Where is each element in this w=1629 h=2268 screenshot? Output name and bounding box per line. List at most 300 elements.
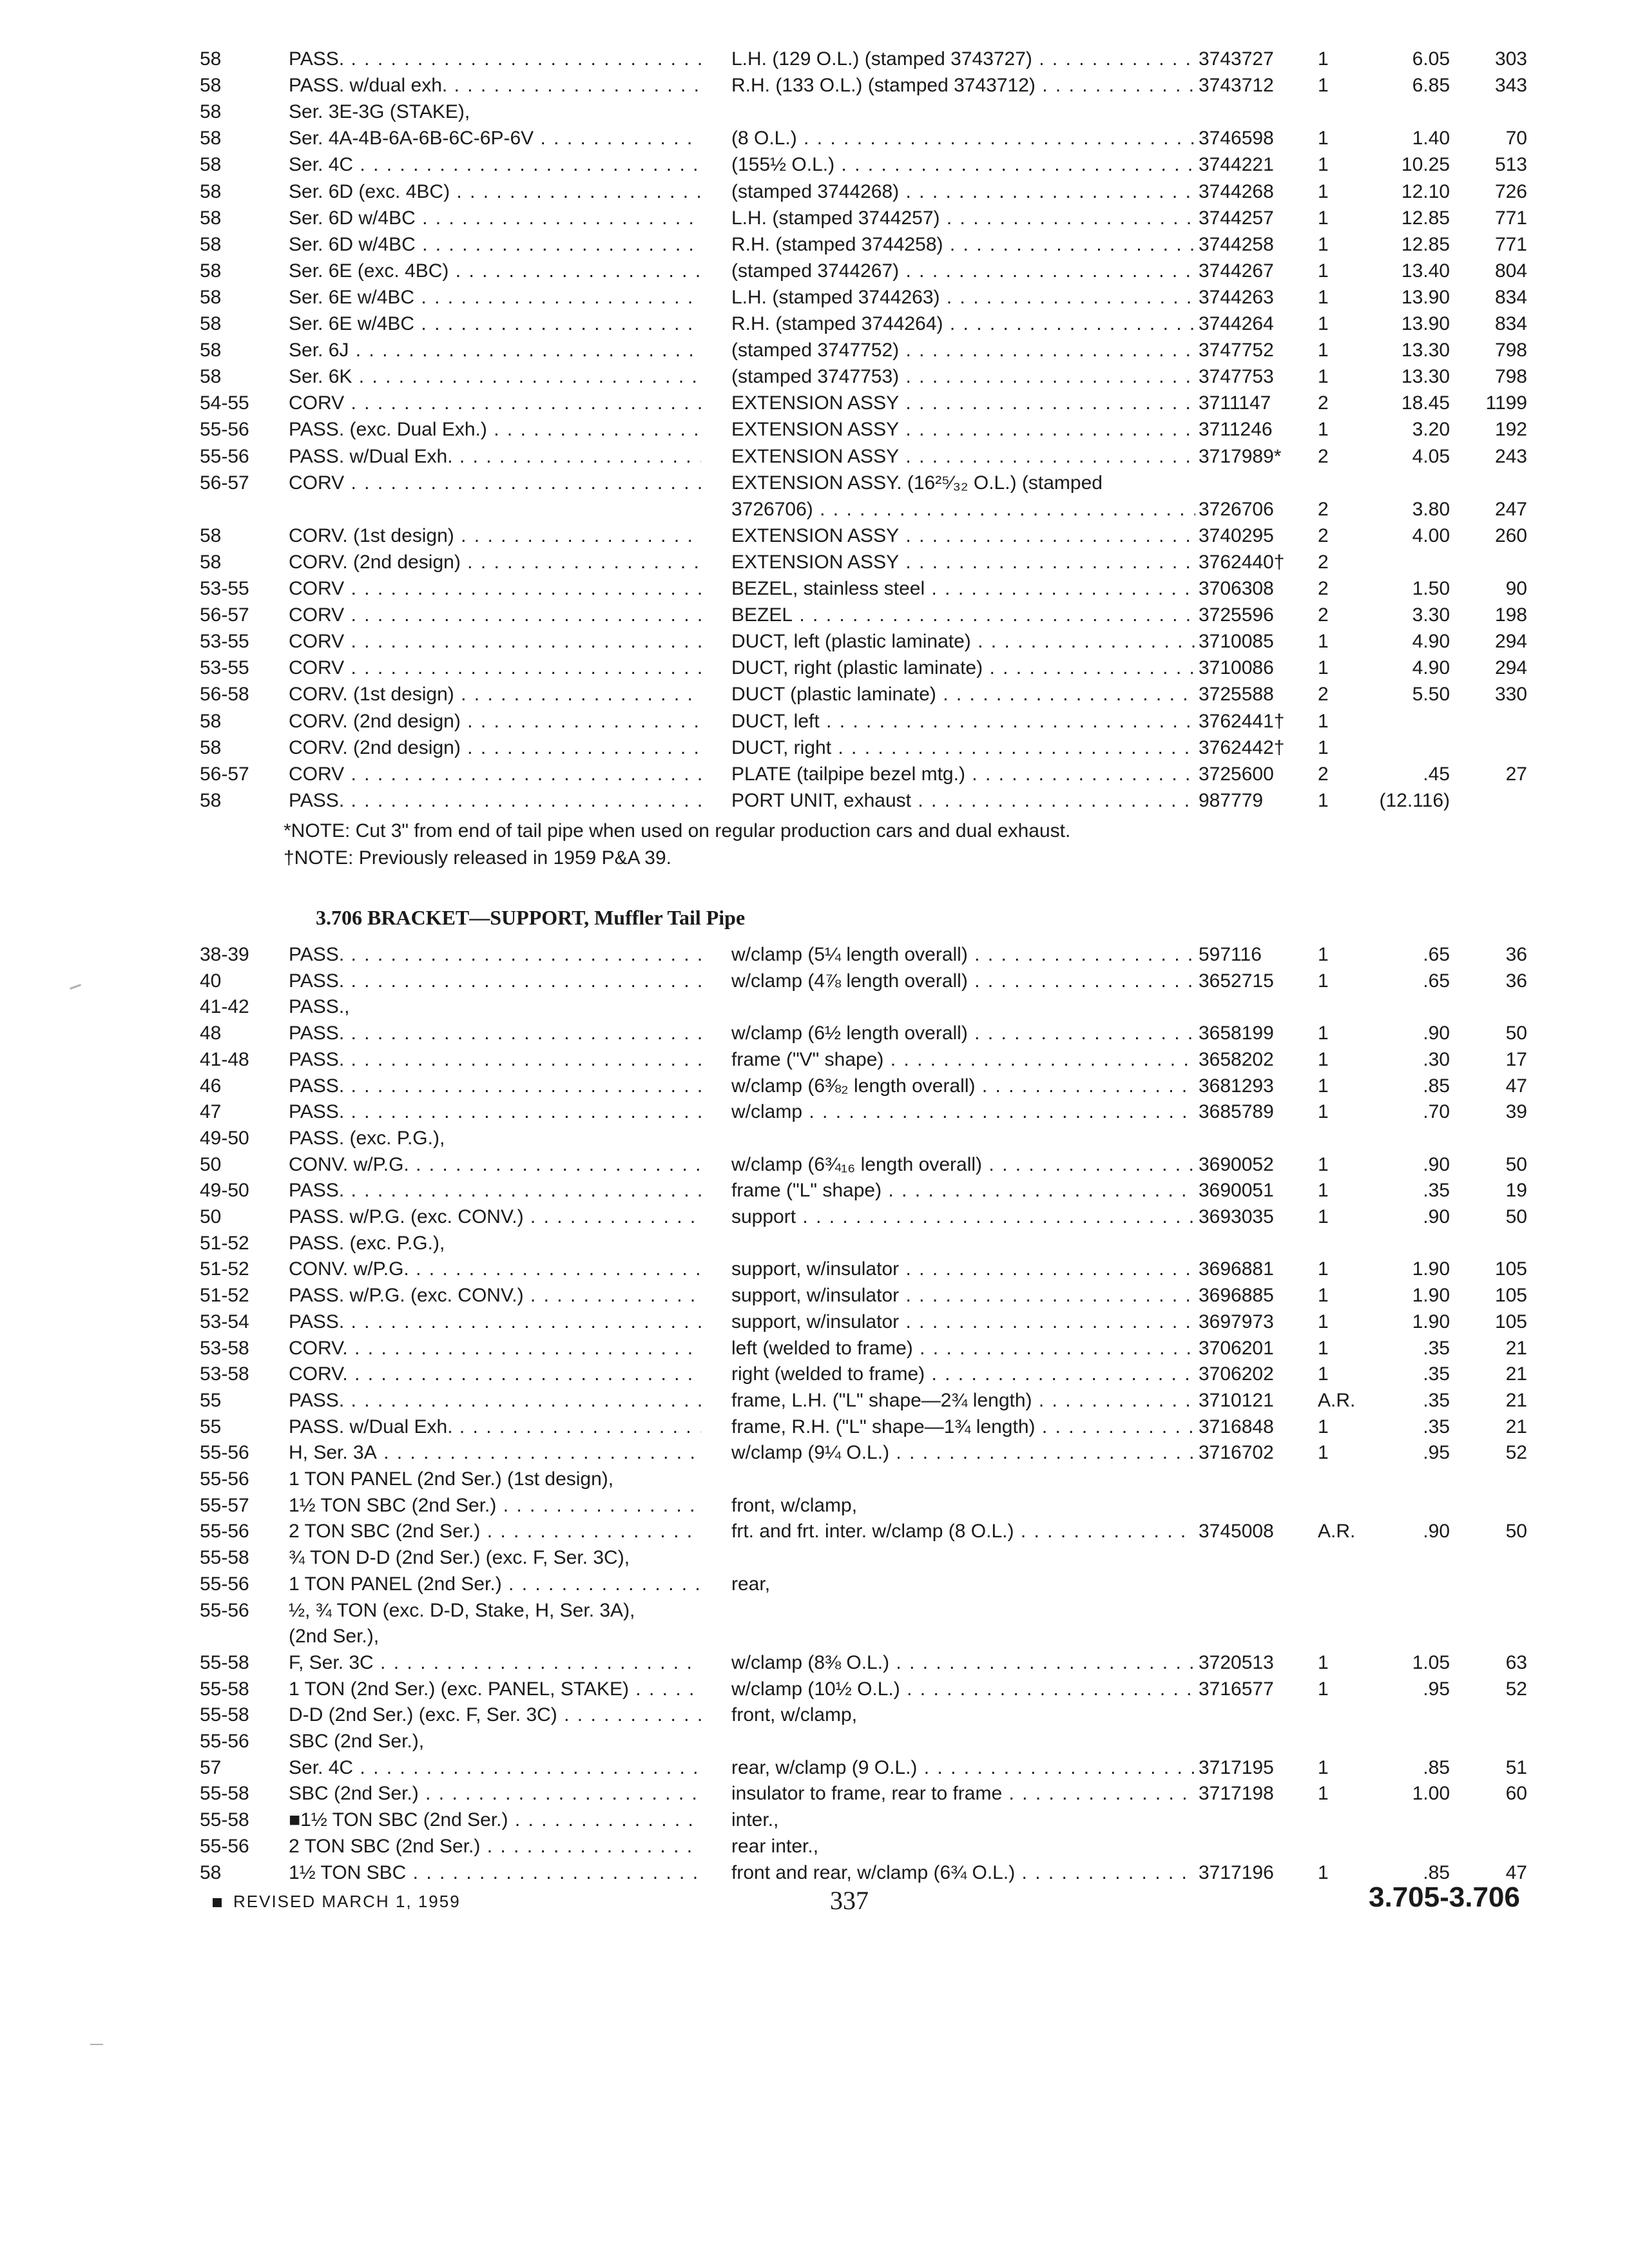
year-cell: 53-55 — [200, 631, 249, 653]
quantity-cell: 1 — [1318, 207, 1329, 229]
model-cell: PASS. w/dual exh. . . . — [289, 73, 701, 99]
revision-marker-icon — [213, 1898, 222, 1907]
price-cell: 12.85 — [1401, 207, 1450, 229]
quantity-cell: 1 — [1318, 48, 1329, 70]
code-cell: 105 — [1494, 1285, 1527, 1307]
part-number-cell: 3681293 — [1199, 1075, 1274, 1097]
description-cell: frame, R.H. ("L" shape—1¾ length) . . . — [731, 1414, 1195, 1440]
code-cell: 36 — [1505, 970, 1527, 992]
code-cell — [1456, 1231, 1527, 1256]
part-number-cell: 3706201 — [1199, 1337, 1274, 1359]
quantity-cell: 1 — [1318, 710, 1329, 732]
table-row — [0, 1152, 1629, 1178]
table-row — [0, 1677, 1629, 1702]
price-cell: 1.40 — [1412, 128, 1450, 149]
price-cell: 13.40 — [1401, 260, 1450, 282]
table-row — [0, 1256, 1629, 1282]
year-cell: 55-58 — [200, 1809, 249, 1831]
code-cell: 60 — [1505, 1783, 1527, 1805]
quantity-cell: 2 — [1318, 498, 1329, 520]
code-cell: 294 — [1494, 657, 1527, 679]
model-cell: CORV. (2nd design) . . . — [289, 735, 701, 761]
quantity-cell: 1 — [1318, 1783, 1329, 1805]
code-cell — [1456, 99, 1527, 125]
year-cell: 58 — [200, 789, 222, 811]
part-number-cell: 3743727 — [1199, 48, 1274, 70]
code-cell: 105 — [1494, 1311, 1527, 1332]
quantity-cell: 1 — [1318, 1337, 1329, 1359]
part-number-cell: 3762441† — [1199, 710, 1285, 732]
year-cell: 55-56 — [200, 1442, 249, 1464]
note-previously-released: †NOTE: Previously released in 1959 P&A 39. — [284, 847, 671, 869]
model-cell: Ser. 4A-4B-6A-6B-6C-6P-6V . . . — [289, 126, 701, 151]
code-cell: 105 — [1494, 1258, 1527, 1280]
part-number-cell: 3696885 — [1199, 1285, 1274, 1307]
year-cell: 55-56 — [200, 1573, 249, 1595]
description-cell: support . . . — [731, 1204, 1195, 1230]
revised-date — [213, 1892, 461, 1912]
model-cell: CORV. (1st design) . . . — [289, 523, 701, 549]
part-number-cell: 3658199 — [1199, 1023, 1274, 1044]
code-cell: 1199 — [1485, 392, 1527, 414]
description-cell: EXTENSION ASSY . . . — [731, 444, 1195, 470]
model-cell: 1 TON PANEL (2nd Ser.) . . . — [289, 1571, 701, 1597]
quantity-cell: 1 — [1318, 1756, 1329, 1778]
quantity-cell: 2 — [1318, 524, 1329, 546]
part-number-cell: 3711246 — [1199, 419, 1273, 441]
price-cell — [1360, 99, 1450, 125]
year-cell — [200, 1624, 284, 1649]
description-cell: w/clamp (8⅜ O.L.) . . . — [731, 1650, 1195, 1676]
year-cell: 58 — [200, 48, 222, 70]
code-cell: 39 — [1505, 1101, 1527, 1123]
price-cell: 4.05 — [1412, 445, 1450, 467]
part-number-cell: 3762440† — [1199, 551, 1285, 573]
part-number-cell: 3740295 — [1199, 524, 1274, 546]
quantity-cell: 1 — [1318, 419, 1329, 441]
year-cell: 58 — [200, 180, 222, 202]
part-number-cell: 3697973 — [1199, 1311, 1274, 1332]
quantity-cell: 1 — [1318, 313, 1329, 334]
year-cell: 58 — [200, 101, 222, 123]
price-cell: .85 — [1423, 1756, 1450, 1778]
year-cell: 58 — [200, 524, 222, 546]
code-cell: 343 — [1494, 75, 1527, 97]
model-cell: 1 TON (2nd Ser.) (exc. PANEL, STAKE) . . . — [289, 1677, 701, 1702]
part-number-cell: 3744257 — [1199, 207, 1274, 229]
table-row — [0, 655, 1629, 681]
price-cell: .35 — [1423, 1416, 1450, 1437]
year-cell: 50 — [200, 1206, 222, 1227]
table-row — [0, 1099, 1629, 1125]
table-row — [0, 1519, 1629, 1544]
quantity-cell: 1 — [1318, 1153, 1329, 1175]
quantity-cell: 1 — [1318, 1861, 1329, 1883]
table-row — [0, 390, 1629, 416]
price-cell: 1.90 — [1412, 1285, 1450, 1307]
model-cell: PASS. . . . — [289, 1388, 701, 1414]
year-cell: 55-56 — [200, 1599, 249, 1621]
model-cell: 1 TON PANEL (2nd Ser.) (1st design), — [289, 1468, 614, 1490]
year-cell: 55-58 — [200, 1783, 249, 1805]
price-cell — [1360, 1493, 1450, 1519]
model-cell: F, Ser. 3C . . . — [289, 1650, 701, 1676]
price-cell: .90 — [1423, 1521, 1450, 1542]
year-cell: 53-54 — [200, 1311, 249, 1332]
description-cell: w/clamp (5¼ length overall) . . . — [731, 942, 1195, 968]
description-cell: support, w/insulator . . . — [731, 1256, 1195, 1282]
description-cell: w/clamp (9¼ O.L.) . . . — [731, 1440, 1195, 1466]
code-cell — [1456, 550, 1527, 575]
code-cell — [1456, 1624, 1527, 1649]
price-cell: .90 — [1423, 1153, 1450, 1175]
table-row — [0, 968, 1629, 994]
model-cell: (2nd Ser.), — [289, 1626, 380, 1648]
table-row — [0, 1388, 1629, 1414]
price-cell: .90 — [1423, 1206, 1450, 1227]
table-row — [0, 1021, 1629, 1046]
year-cell: 55-58 — [200, 1678, 249, 1700]
model-cell: CORV . . . — [289, 470, 701, 496]
part-number-cell — [1199, 1493, 1315, 1519]
year-cell: 50 — [200, 1153, 222, 1175]
part-number-cell — [1199, 1466, 1315, 1492]
description-cell: w/clamp . . . — [731, 1099, 1195, 1125]
description-cell: DUCT, right (plastic laminate) . . . — [731, 655, 1195, 681]
year-cell: 58 — [200, 233, 222, 255]
part-number-cell — [1199, 1807, 1315, 1833]
description-cell: R.H. (133 O.L.) (stamped 3743712) . . . — [731, 73, 1195, 99]
section-heading-3-706: 3.706 BRACKET—SUPPORT, Muffler Tail Pipe — [316, 906, 746, 929]
table-row — [0, 1126, 1629, 1151]
code-cell: 50 — [1505, 1206, 1527, 1227]
year-cell: 41-42 — [200, 996, 249, 1018]
quantity-cell: 2 — [1318, 684, 1329, 706]
part-number-cell: 3746598 — [1199, 128, 1274, 149]
part-number-cell: 3685789 — [1199, 1101, 1274, 1123]
description-cell: rear inter., — [731, 1835, 819, 1857]
code-cell: 21 — [1505, 1363, 1527, 1385]
price-cell: .35 — [1423, 1337, 1450, 1359]
description-cell — [731, 1466, 1195, 1492]
year-cell: 54-55 — [200, 392, 249, 414]
quantity-cell: 1 — [1318, 260, 1329, 282]
part-number-cell: 3706308 — [1199, 578, 1274, 599]
code-cell — [1456, 1729, 1527, 1754]
year-cell: 55-56 — [200, 445, 249, 467]
price-cell: .65 — [1423, 944, 1450, 965]
description-cell: PORT UNIT, exhaust . . . — [731, 788, 1195, 814]
year-cell: 58 — [200, 260, 222, 282]
code-cell — [1456, 788, 1527, 814]
code-cell: 17 — [1505, 1048, 1527, 1070]
model-cell: Ser. 6J . . . — [289, 338, 701, 363]
part-number-cell: 987779 — [1199, 789, 1264, 811]
description-cell: w/clamp (10½ O.L.) . . . — [731, 1677, 1195, 1702]
model-cell: D-D (2nd Ser.) (exc. F, Ser. 3C) . . . — [289, 1702, 701, 1728]
part-number-cell: 3716848 — [1199, 1416, 1274, 1437]
quantity-cell: 1 — [1318, 1651, 1329, 1673]
year-cell: 56-57 — [200, 604, 249, 626]
code-cell: 771 — [1494, 207, 1527, 229]
part-number-cell: 3717195 — [1199, 1756, 1274, 1778]
model-cell: CONV. w/P.G. . . . — [289, 1256, 701, 1282]
table-row — [0, 152, 1629, 178]
description-cell: right (welded to frame) . . . — [731, 1361, 1195, 1387]
model-cell: CORV . . . — [289, 576, 701, 602]
description-cell: EXTENSION ASSY . . . — [731, 390, 1195, 416]
price-cell: .30 — [1423, 1048, 1450, 1070]
table-row — [0, 762, 1629, 787]
description-cell: front, w/clamp, — [731, 1494, 858, 1516]
description-cell: (stamped 3747752) . . . — [731, 338, 1195, 363]
part-number-cell: 3745008 — [1199, 1521, 1274, 1542]
code-cell: 52 — [1505, 1678, 1527, 1700]
table-row — [0, 735, 1629, 761]
price-cell: .35 — [1423, 1180, 1450, 1202]
model-cell: PASS. . . . — [289, 942, 701, 968]
price-cell — [1360, 1702, 1450, 1728]
price-cell — [1360, 1466, 1450, 1492]
part-number-cell: 3717989* — [1199, 445, 1282, 467]
model-cell — [289, 497, 701, 523]
model-cell: PASS. . . . — [289, 1099, 701, 1125]
note-cut-tail-pipe: *NOTE: Cut 3" from end of tail pipe when used on regular production cars and dual exhaust. — [284, 820, 1071, 841]
table-row — [0, 470, 1629, 496]
year-cell: 41-48 — [200, 1048, 249, 1070]
part-number-cell — [1199, 994, 1315, 1020]
description-cell: (stamped 3744267) . . . — [731, 258, 1195, 284]
year-cell: 55 — [200, 1389, 222, 1411]
model-cell: PASS. (exc. P.G.), — [289, 1232, 445, 1254]
table-row — [0, 1729, 1629, 1754]
code-cell: 513 — [1494, 154, 1527, 176]
description-cell: rear, — [731, 1573, 771, 1595]
code-cell: 90 — [1505, 578, 1527, 599]
year-cell: 40 — [200, 970, 222, 992]
price-cell: 1.00 — [1412, 1783, 1450, 1805]
code-cell: 27 — [1505, 763, 1527, 785]
quantity-cell: 1 — [1318, 75, 1329, 97]
table-row — [0, 1361, 1629, 1387]
description-cell: R.H. (stamped 3744258) . . . — [731, 232, 1195, 258]
quantity-cell: 1 — [1318, 1363, 1329, 1385]
part-number-cell: 3744221 — [1199, 154, 1274, 176]
quantity-cell: 2 — [1318, 578, 1329, 599]
description-cell: (stamped 3747753) . . . — [731, 364, 1195, 390]
table-row — [0, 444, 1629, 470]
code-cell: 50 — [1505, 1023, 1527, 1044]
model-cell: CORV. . . . — [289, 1336, 701, 1361]
code-cell: 50 — [1505, 1153, 1527, 1175]
year-cell: 53-58 — [200, 1337, 249, 1359]
description-cell: frame ("L" shape) . . . — [731, 1178, 1195, 1204]
price-cell: 4.90 — [1412, 631, 1450, 653]
part-number-cell — [1199, 1702, 1315, 1728]
part-number-cell: 3744267 — [1199, 260, 1274, 282]
part-number-cell: 3690052 — [1199, 1153, 1274, 1175]
year-cell: 53-58 — [200, 1363, 249, 1385]
model-cell: CONV. w/P.G. . . . — [289, 1152, 701, 1178]
price-cell: 12.10 — [1401, 180, 1450, 202]
code-cell: 21 — [1505, 1337, 1527, 1359]
description-cell — [731, 1624, 1195, 1649]
part-number-cell: 3696881 — [1199, 1258, 1274, 1280]
quantity-cell: 1 — [1318, 1101, 1329, 1123]
model-cell: 1½ TON SBC (2nd Ser.) . . . — [289, 1493, 701, 1519]
description-cell — [731, 1545, 1195, 1571]
table-row — [0, 1204, 1629, 1230]
year-cell: 55-58 — [200, 1651, 249, 1673]
year-cell: 55 — [200, 1416, 222, 1437]
year-cell: 58 — [200, 366, 222, 388]
model-cell: PASS. . . . — [289, 1178, 701, 1204]
price-cell: .45 — [1423, 763, 1450, 785]
model-cell: PASS. . . . — [289, 1073, 701, 1099]
part-number-cell — [1199, 99, 1315, 125]
price-cell: 3.30 — [1412, 604, 1450, 626]
part-number-cell — [1199, 470, 1315, 496]
year-cell: 53-55 — [200, 657, 249, 679]
description-cell: BEZEL . . . — [731, 602, 1195, 628]
table-row — [0, 311, 1629, 337]
description-cell: L.H. (129 O.L.) (stamped 3743727) . . . — [731, 46, 1195, 72]
model-cell: 1½ TON SBC . . . — [289, 1860, 701, 1886]
quantity-cell: 2 — [1318, 392, 1329, 414]
table-row — [0, 258, 1629, 284]
description-cell — [731, 1126, 1195, 1151]
table-row — [0, 1283, 1629, 1309]
description-cell: L.H. (stamped 3744263) . . . — [731, 285, 1195, 311]
code-cell: 834 — [1494, 286, 1527, 308]
description-cell — [731, 1231, 1195, 1256]
year-cell: 58 — [200, 340, 222, 361]
quantity-cell: 1 — [1318, 1048, 1329, 1070]
code-cell: 260 — [1494, 524, 1527, 546]
table-row — [0, 99, 1629, 125]
table-row — [0, 1336, 1629, 1361]
part-number-cell: 3720513 — [1199, 1651, 1274, 1673]
model-cell: Ser. 6D (exc. 4BC) . . . — [289, 179, 701, 205]
description-cell: EXTENSION ASSY . . . — [731, 550, 1195, 575]
part-number-cell — [1199, 1624, 1315, 1649]
model-cell: Ser. 4C . . . — [289, 1755, 701, 1781]
part-number-cell: 3762442† — [1199, 736, 1285, 758]
model-cell: Ser. 6K . . . — [289, 364, 701, 390]
model-cell: CORV. . . . — [289, 1361, 701, 1387]
model-cell: Ser. 3E-3G (STAKE), — [289, 101, 470, 123]
model-cell: PASS., — [289, 996, 350, 1018]
quantity-cell: 1 — [1318, 286, 1329, 308]
description-cell: rear, w/clamp (9 O.L.) . . . — [731, 1755, 1195, 1781]
code-cell: 294 — [1494, 631, 1527, 653]
model-cell: Ser. 6E w/4BC . . . — [289, 311, 701, 337]
year-cell: 58 — [200, 710, 222, 732]
price-cell — [1360, 1571, 1450, 1597]
year-cell: 55-56 — [200, 1835, 249, 1857]
table-row — [0, 682, 1629, 707]
quantity-cell: 1 — [1318, 1442, 1329, 1464]
price-cell: 4.00 — [1412, 524, 1450, 546]
description-cell: EXTENSION ASSY. (16²⁵⁄₃₂ O.L.) (stamped — [731, 472, 1103, 494]
table-row — [0, 994, 1629, 1020]
price-cell: .90 — [1423, 1023, 1450, 1044]
description-cell: DUCT (plastic laminate) . . . — [731, 682, 1195, 707]
description-cell: inter., — [731, 1809, 779, 1831]
model-cell: PASS. w/Dual Exh. . . . — [289, 1414, 701, 1440]
part-number-cell: 3652715 — [1199, 970, 1274, 992]
code-cell — [1456, 1834, 1527, 1860]
table-row — [0, 523, 1629, 549]
model-cell: CORV. (2nd design) . . . — [289, 550, 701, 575]
quantity-cell: 1 — [1318, 736, 1329, 758]
table-row — [0, 285, 1629, 311]
part-number-cell: 3744268 — [1199, 180, 1274, 202]
price-cell: 4.90 — [1412, 657, 1450, 679]
code-cell: 726 — [1494, 180, 1527, 202]
quantity-cell: 1 — [1318, 154, 1329, 176]
year-cell: 56-58 — [200, 684, 249, 706]
description-cell — [731, 1598, 1195, 1624]
quantity-cell: A.R. — [1318, 1521, 1356, 1542]
table-row — [0, 497, 1629, 523]
model-cell: ¾ TON D-D (2nd Ser.) (exc. F, Ser. 3C), — [289, 1547, 630, 1569]
part-number-cell — [1199, 1571, 1315, 1597]
price-cell — [1360, 1624, 1450, 1649]
table-row — [0, 1598, 1629, 1624]
table-row — [0, 602, 1629, 628]
model-cell: PASS. . . . — [289, 968, 701, 994]
part-number-cell: 3710085 — [1199, 631, 1274, 653]
code-cell: 247 — [1494, 498, 1527, 520]
year-cell: 49-50 — [200, 1180, 249, 1202]
price-cell — [1360, 1231, 1450, 1256]
scan-speck — [90, 2044, 103, 2045]
part-number-cell: 3744264 — [1199, 313, 1274, 334]
revised-date-text: REVISED MARCH 1, 1959 — [233, 1892, 461, 1911]
year-cell: 55-56 — [200, 1731, 249, 1752]
description-cell: DUCT, left (plastic laminate) . . . — [731, 629, 1195, 655]
price-cell: 13.30 — [1401, 366, 1450, 388]
part-number-cell: 3743712 — [1199, 75, 1274, 97]
quantity-cell: 2 — [1318, 551, 1329, 573]
price-cell: 12.85 — [1401, 233, 1450, 255]
code-cell: 771 — [1494, 233, 1527, 255]
part-number-cell: 3725588 — [1199, 684, 1274, 706]
year-cell: 55-57 — [200, 1494, 249, 1516]
code-cell: 51 — [1505, 1756, 1527, 1778]
part-number-cell — [1199, 1598, 1315, 1624]
year-cell: 51-52 — [200, 1232, 249, 1254]
model-cell: CORV. (1st design) . . . — [289, 682, 701, 707]
table-row — [0, 1755, 1629, 1781]
price-cell: 13.90 — [1401, 286, 1450, 308]
part-number-cell: 3711147 — [1199, 392, 1271, 414]
description-cell — [731, 1729, 1195, 1754]
year-cell: 55-56 — [200, 1468, 249, 1490]
price-cell: .70 — [1423, 1101, 1450, 1123]
table-row — [0, 206, 1629, 231]
page-number: 337 — [830, 1886, 869, 1915]
part-number-cell: 3726706 — [1199, 498, 1274, 520]
model-cell: Ser. 6D w/4BC . . . — [289, 206, 701, 231]
price-cell — [1360, 550, 1450, 575]
model-cell: PASS. (exc. P.G.), — [289, 1127, 445, 1149]
code-cell — [1456, 1598, 1527, 1624]
table-row — [0, 1571, 1629, 1597]
part-number-cell: 3744263 — [1199, 286, 1274, 308]
model-cell: CORV . . . — [289, 602, 701, 628]
